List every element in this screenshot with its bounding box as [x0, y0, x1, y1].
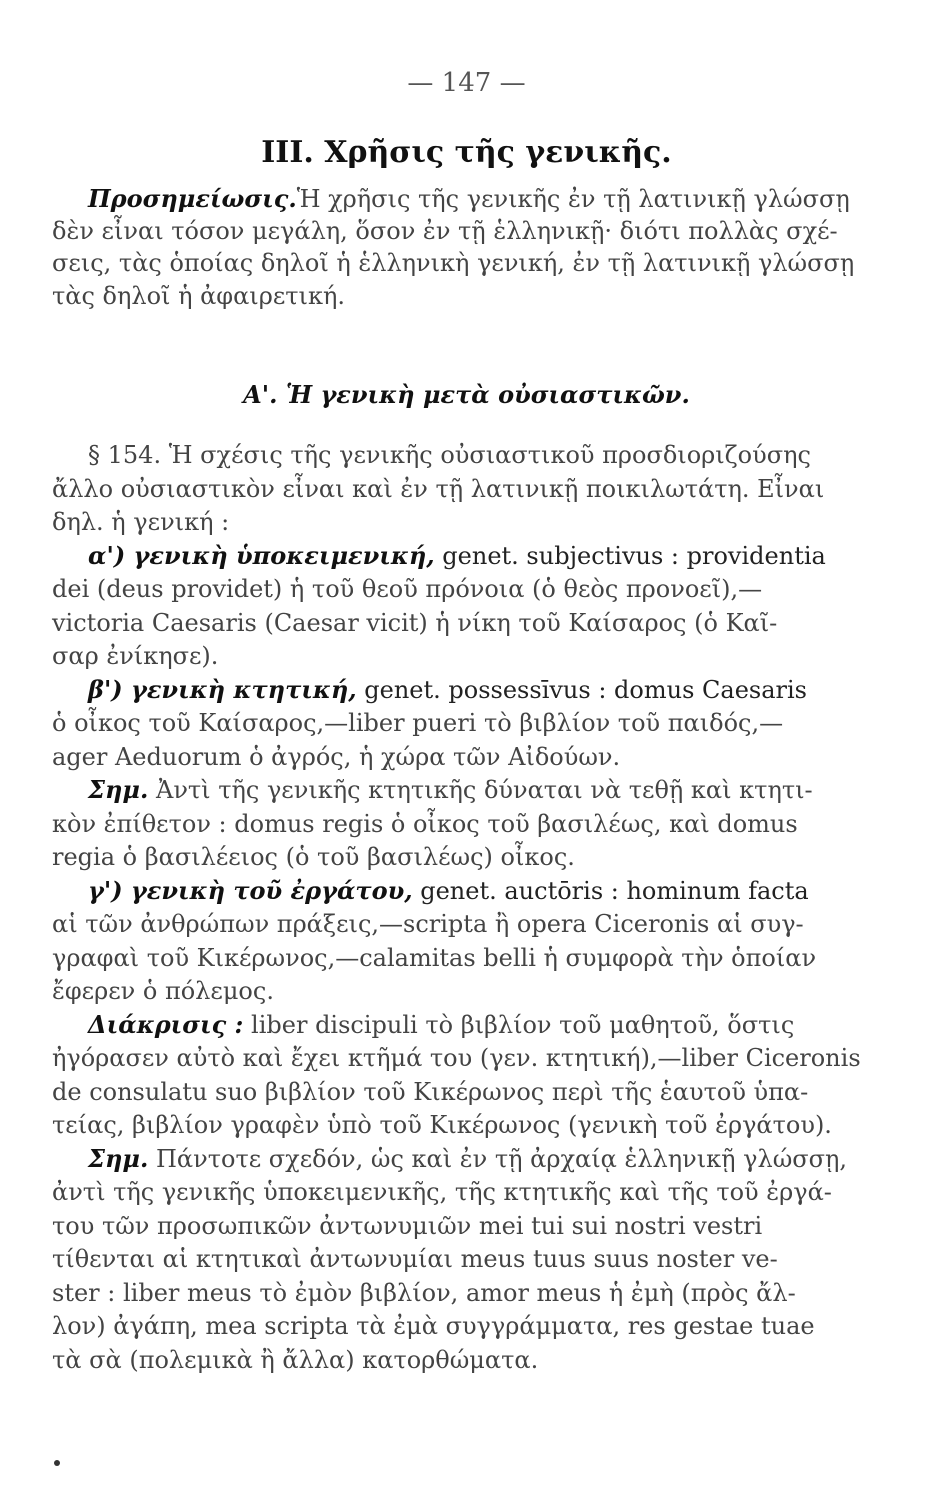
ink-speck — [54, 1460, 60, 1466]
note2-line: λον) ἀγάπη, mea scripta τὰ ἐμὰ συγγράμματα, res gestae tuae — [52, 1312, 815, 1340]
intro-line: σεις, τὰς ὁποίας δηλοῖ ἡ ἑλληνικὴ γενική, ἐν τῇ λατινικῇ γλώσσῃ — [52, 249, 855, 277]
intro-line: δὲν εἶναι τόσον μεγάλη, ὅσον ἐν τῇ ἑλληνικῇ· διότι πολλὰς σχέ- — [52, 217, 838, 245]
diakrisis-label: Διάκρισις : — [88, 1010, 244, 1039]
page-number: — 147 — — [407, 68, 526, 98]
note1-label: Σημ. — [88, 775, 149, 804]
diakrisis-line: ἠγόρασεν αὐτὸ καὶ ἔχει κτῆμά του (γεν. κτητική),—liber Ciceronis — [52, 1044, 861, 1072]
note2-line: ster : liber meus τὸ ἐμὸν βιβλίον, amor meus ἡ ἐμὴ (πρὸς ἄλ- — [52, 1279, 796, 1307]
para154-line: ἄλλο οὐσιαστικὸν εἶναι καὶ ἐν τῇ λατινικῇ ποικιλωτάτη. Εἶναι — [52, 475, 825, 503]
section-title: Α'. Ἡ γενικὴ μετὰ οὐσιαστικῶν. — [243, 380, 690, 409]
diakrisis-line: Διάκρισις : liber discipuli τὸ βιβλίον τοῦ μαθητοῦ, ὅστις — [88, 1010, 795, 1039]
intro-line: τὰς δηλοῖ ἡ ἀφαιρετική. — [52, 282, 345, 310]
diakrisis-line: de consulatu suo βιβλίον τοῦ Κικέρωνος περὶ τῆς ἑαυτοῦ ὑπα- — [52, 1078, 809, 1106]
auctoris-line: ἔφερεν ὁ πόλεμος. — [52, 977, 274, 1005]
para154-line: δηλ. ἡ γενική : — [52, 508, 230, 536]
para154-line: § 154. Ἡ σχέσις τῆς γενικῆς οὐσιαστικοῦ προσδιοριζούσης — [88, 441, 811, 469]
note2-line: τίθενται αἱ κτητικαὶ ἀντωνυμίαι meus tuus suus noster ve- — [52, 1245, 778, 1273]
possessivus-line: ager Aeduorum ὁ ἀγρός, ἡ χώρα τῶν Αἰδούων. — [52, 743, 621, 771]
subjectivus-line: σαρ ἐνίκησε). — [52, 642, 219, 670]
auctoris-line: γραφαὶ τοῦ Κικέρωνος,—calamitas belli ἡ συμφορὰ τὴν ὁποίαν — [52, 944, 817, 972]
intro-label: Προσημείωσις. — [88, 184, 297, 213]
auctoris-label: γ') γενικὴ τοῦ ἐργάτου, — [88, 876, 413, 905]
intro-line: Προσημείωσις.Ἡ χρῆσις τῆς γενικῆς ἐν τῇ λατινικῇ γλώσσῃ — [88, 184, 850, 213]
note2-label: Σημ. — [88, 1144, 149, 1173]
possessivus-line: ὁ οἶκος τοῦ Καίσαρος,—liber pueri τὸ βιβλίον τοῦ παιδός,— — [52, 709, 784, 737]
chapter-title: III. Χρῆσις τῆς γενικῆς. — [261, 135, 672, 170]
note1-line: Σημ. Ἀντὶ τῆς γενικῆς κτητικῆς δύναται νὰ τεθῇ καὶ κτητι- — [88, 775, 813, 804]
possessivus-line: β') γενικὴ κτητική, genet. possessīvus : domus Caesaris — [88, 675, 807, 704]
subjectivus-line: victoria Caesaris (Caesar vicit) ἡ νίκη τοῦ Καίσαρος (ὁ Καῖ- — [52, 609, 778, 637]
subjectivus-line: dei (deus providet) ἡ τοῦ θεοῦ πρόνοια (ὁ θεὸς προνοεῖ),— — [52, 575, 763, 603]
note1-line: regia ὁ βασιλέειος (ὁ τοῦ βασιλέως) οἶκος. — [52, 843, 575, 871]
auctoris-line: αἱ τῶν ἀνθρώπων πράξεις,—scripta ἢ opera Ciceronis αἱ συγ- — [52, 910, 804, 938]
subjectivus-label: α') γενικὴ ὑποκειμενική, — [88, 541, 435, 570]
note2-line: τὰ σὰ (πολεμικὰ ἢ ἄλλα) κατορθώματα. — [52, 1346, 539, 1374]
diakrisis-line: τείας, βιβλίον γραφὲν ὑπὸ τοῦ Κικέρωνος (γενικὴ τοῦ ἐργάτου). — [52, 1111, 832, 1139]
note2-line: Σημ. Πάντοτε σχεδόν, ὡς καὶ ἐν τῇ ἀρχαίᾳ ἑλληνικῇ γλώσσῃ, — [88, 1144, 848, 1173]
paragraph-number: § 154. — [88, 441, 162, 469]
note1-line: κὸν ἐπίθετον : domus regis ὁ οἶκος τοῦ βασιλέως, καὶ domus — [52, 810, 798, 838]
possessivus-label: β') γενικὴ κτητική, — [88, 675, 357, 704]
auctoris-line: γ') γενικὴ τοῦ ἐργάτου, genet. auctōris : hominum facta — [88, 876, 809, 905]
subjectivus-line: α') γενικὴ ὑποκειμενική, genet. subjectivus : providentia — [88, 541, 826, 570]
note2-line: ἀντὶ τῆς γενικῆς ὑποκειμενικῆς, τῆς κτητικῆς καὶ τῆς τοῦ ἐργά- — [52, 1178, 832, 1206]
note2-line: του τῶν προσωπικῶν ἀντωνυμιῶν mei tui sui nostri vestri — [52, 1212, 763, 1240]
